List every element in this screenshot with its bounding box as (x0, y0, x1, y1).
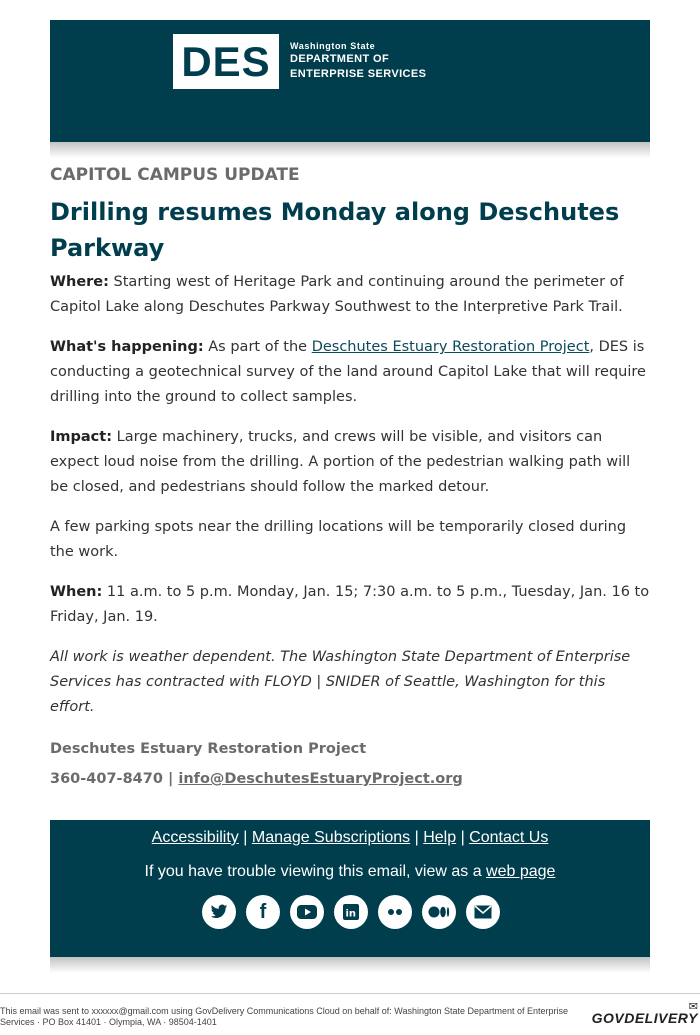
view-online-line (50, 862, 650, 882)
happening-post: , DES is conducting a geotechnical survey of the land around Capitol Lake that will require drilling into the ground to collect samples. (50, 339, 646, 405)
project-link[interactable]: Deschutes Estuary Restoration Project (311, 339, 590, 355)
happening-label: What's happening: (50, 339, 204, 355)
flickr-icon[interactable] (378, 895, 412, 929)
envelope-icon: ✉ (688, 1000, 698, 1013)
govdelivery-logo[interactable]: GOVDELIVERY (591, 1010, 698, 1026)
social-links (202, 895, 500, 929)
kicker: CAPITOL CAMPUS UPDATE (50, 165, 300, 185)
divider (0, 993, 700, 994)
legal-text: This email was sent to xxxxxx@gmail.com using GovDelivery Communications Cloud on behalf of: Washington State Department of Enterprise Services · PO Box 41401 · Olympia, WA · 98504-1401 (0, 1006, 569, 1027)
footer-shadow (50, 957, 650, 973)
org-name (290, 41, 426, 81)
note-paragraph (50, 645, 650, 720)
footer-links (50, 828, 650, 848)
parking-paragraph: A few parking spots near the drilling locations will be temporarily closed during the work. (50, 519, 627, 560)
where-label: Where: (50, 274, 109, 290)
happening-pre: As part of the (203, 339, 312, 355)
email-icon[interactable] (466, 895, 500, 929)
happening-paragraph (50, 335, 650, 410)
footer-sep: | (410, 829, 424, 846)
help-link[interactable]: Help (423, 829, 457, 846)
when-text: 11 a.m. to 5 p.m. Monday, Jan. 15; 7:30 a.m. to 5 p.m., Tuesday, Jan. 16 to Friday, Jan. 19. (50, 584, 650, 625)
when-paragraph (50, 580, 650, 630)
contact-separator: | (162, 771, 179, 787)
impact-paragraph (50, 425, 650, 500)
contact-name: Deschutes Estuary Restoration Project (50, 741, 367, 757)
accessibility-link[interactable]: Accessibility (151, 829, 239, 846)
contact-line (50, 768, 650, 790)
where-paragraph (50, 270, 650, 320)
contact-email-link[interactable]: info@DeschutesEstuaryProject.org (178, 771, 463, 787)
svg-text:in: in (345, 908, 357, 920)
when-label: When: (50, 584, 103, 600)
org-line3: ENTERPRISE SERVICES (290, 68, 427, 80)
twitter-icon[interactable] (202, 895, 236, 929)
manage-subscriptions-link[interactable]: Manage Subscriptions (251, 829, 411, 846)
view-text: If you have trouble viewing this email, view as a (144, 863, 487, 880)
impact-label: Impact: (50, 429, 112, 445)
weather-note: All work is weather dependent. The Washington State Department of Enterprise Services has contracted with FLOYD | SNIDER of Seattle, Washington for this effort. (50, 649, 631, 715)
youtube-icon[interactable] (290, 895, 324, 929)
linkedin-icon[interactable] (334, 895, 368, 929)
article-body (50, 162, 650, 790)
org-line2: DEPARTMENT OF (290, 53, 390, 65)
facebook-icon[interactable]: f (246, 895, 280, 929)
email-header-banner (50, 20, 650, 142)
des-logo[interactable]: DES (173, 34, 279, 89)
impact-text: Large machinery, trucks, and crews will be visible, and visitors can expect loud noise from the drilling. A portion of the pedestrian walking path will be closed, and pedestrians should follow the marked detour. (50, 429, 631, 495)
org-line1: Washington State (290, 41, 376, 51)
contact-us-link[interactable]: Contact Us (469, 829, 549, 846)
footer-sep: | (456, 829, 470, 846)
web-page-link[interactable]: web page (486, 863, 556, 880)
page-title: Drilling resumes Monday along Deschutes Parkway (50, 198, 620, 262)
where-text: Starting west of Heritage Park and continuing around the perimeter of Capitol Lake along Deschutes Parkway Southwest to the Interpretive Park Trail. (50, 274, 624, 315)
header-shadow (50, 142, 650, 158)
medium-icon[interactable] (422, 895, 456, 929)
email-footer (50, 820, 650, 957)
footer-sep: | (238, 829, 252, 846)
contact-phone: 360-407-8470 (50, 771, 163, 787)
